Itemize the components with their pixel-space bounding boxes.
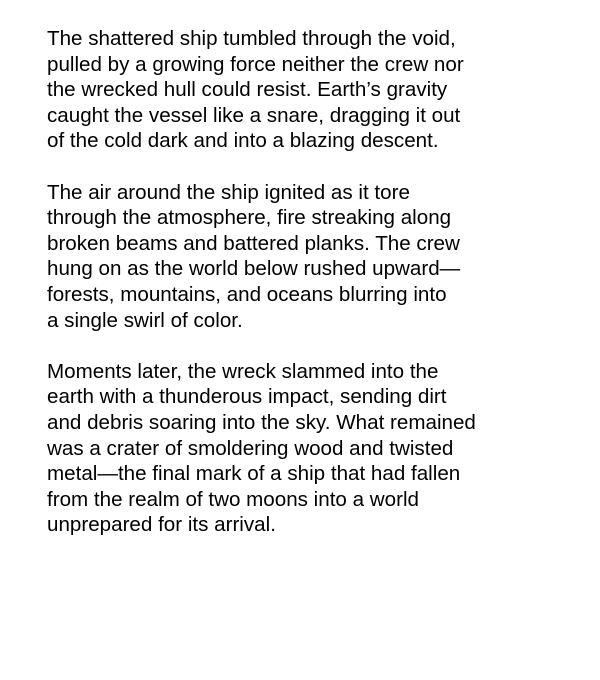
text-line: earth with a thunderous impact, sending dirt xyxy=(47,385,447,409)
text-line: forests, mountains, and oceans blurring into xyxy=(47,282,447,306)
text-line: pulled by a growing force neither the crew nor xyxy=(47,52,464,76)
story-text xyxy=(47,26,567,563)
paragraph-ship-fall xyxy=(47,26,567,154)
text-line: a single swirl of color. xyxy=(47,308,243,332)
text-line: from the realm of two moons into a world xyxy=(47,487,419,511)
text-line: Moments later, the wreck slammed into the xyxy=(47,359,439,383)
paragraph-impact xyxy=(47,359,567,538)
paragraph-atmosphere xyxy=(47,180,567,334)
text-line: broken beams and battered planks. The crew xyxy=(47,231,460,255)
text-line: and debris soaring into the sky. What remained xyxy=(47,410,476,434)
text-line: unprepared for its arrival. xyxy=(47,513,276,537)
text-line: through the atmosphere, fire streaking along xyxy=(47,206,452,230)
text-line: The shattered ship tumbled through the void, xyxy=(47,27,456,50)
text-line: caught the vessel like a snare, dragging it out xyxy=(47,103,461,127)
text-line: the wrecked hull could resist. Earth’s gravity xyxy=(47,78,448,102)
text-line: The air around the ship ignited as it tore xyxy=(47,180,410,204)
text-line: hung on as the world below rushed upward— xyxy=(47,257,461,281)
text-line: of the cold dark and into a blazing descent. xyxy=(47,129,439,153)
text-line: metal—the final mark of a ship that had fallen xyxy=(47,462,461,486)
text-line: was a crater of smoldering wood and twisted xyxy=(47,436,454,460)
